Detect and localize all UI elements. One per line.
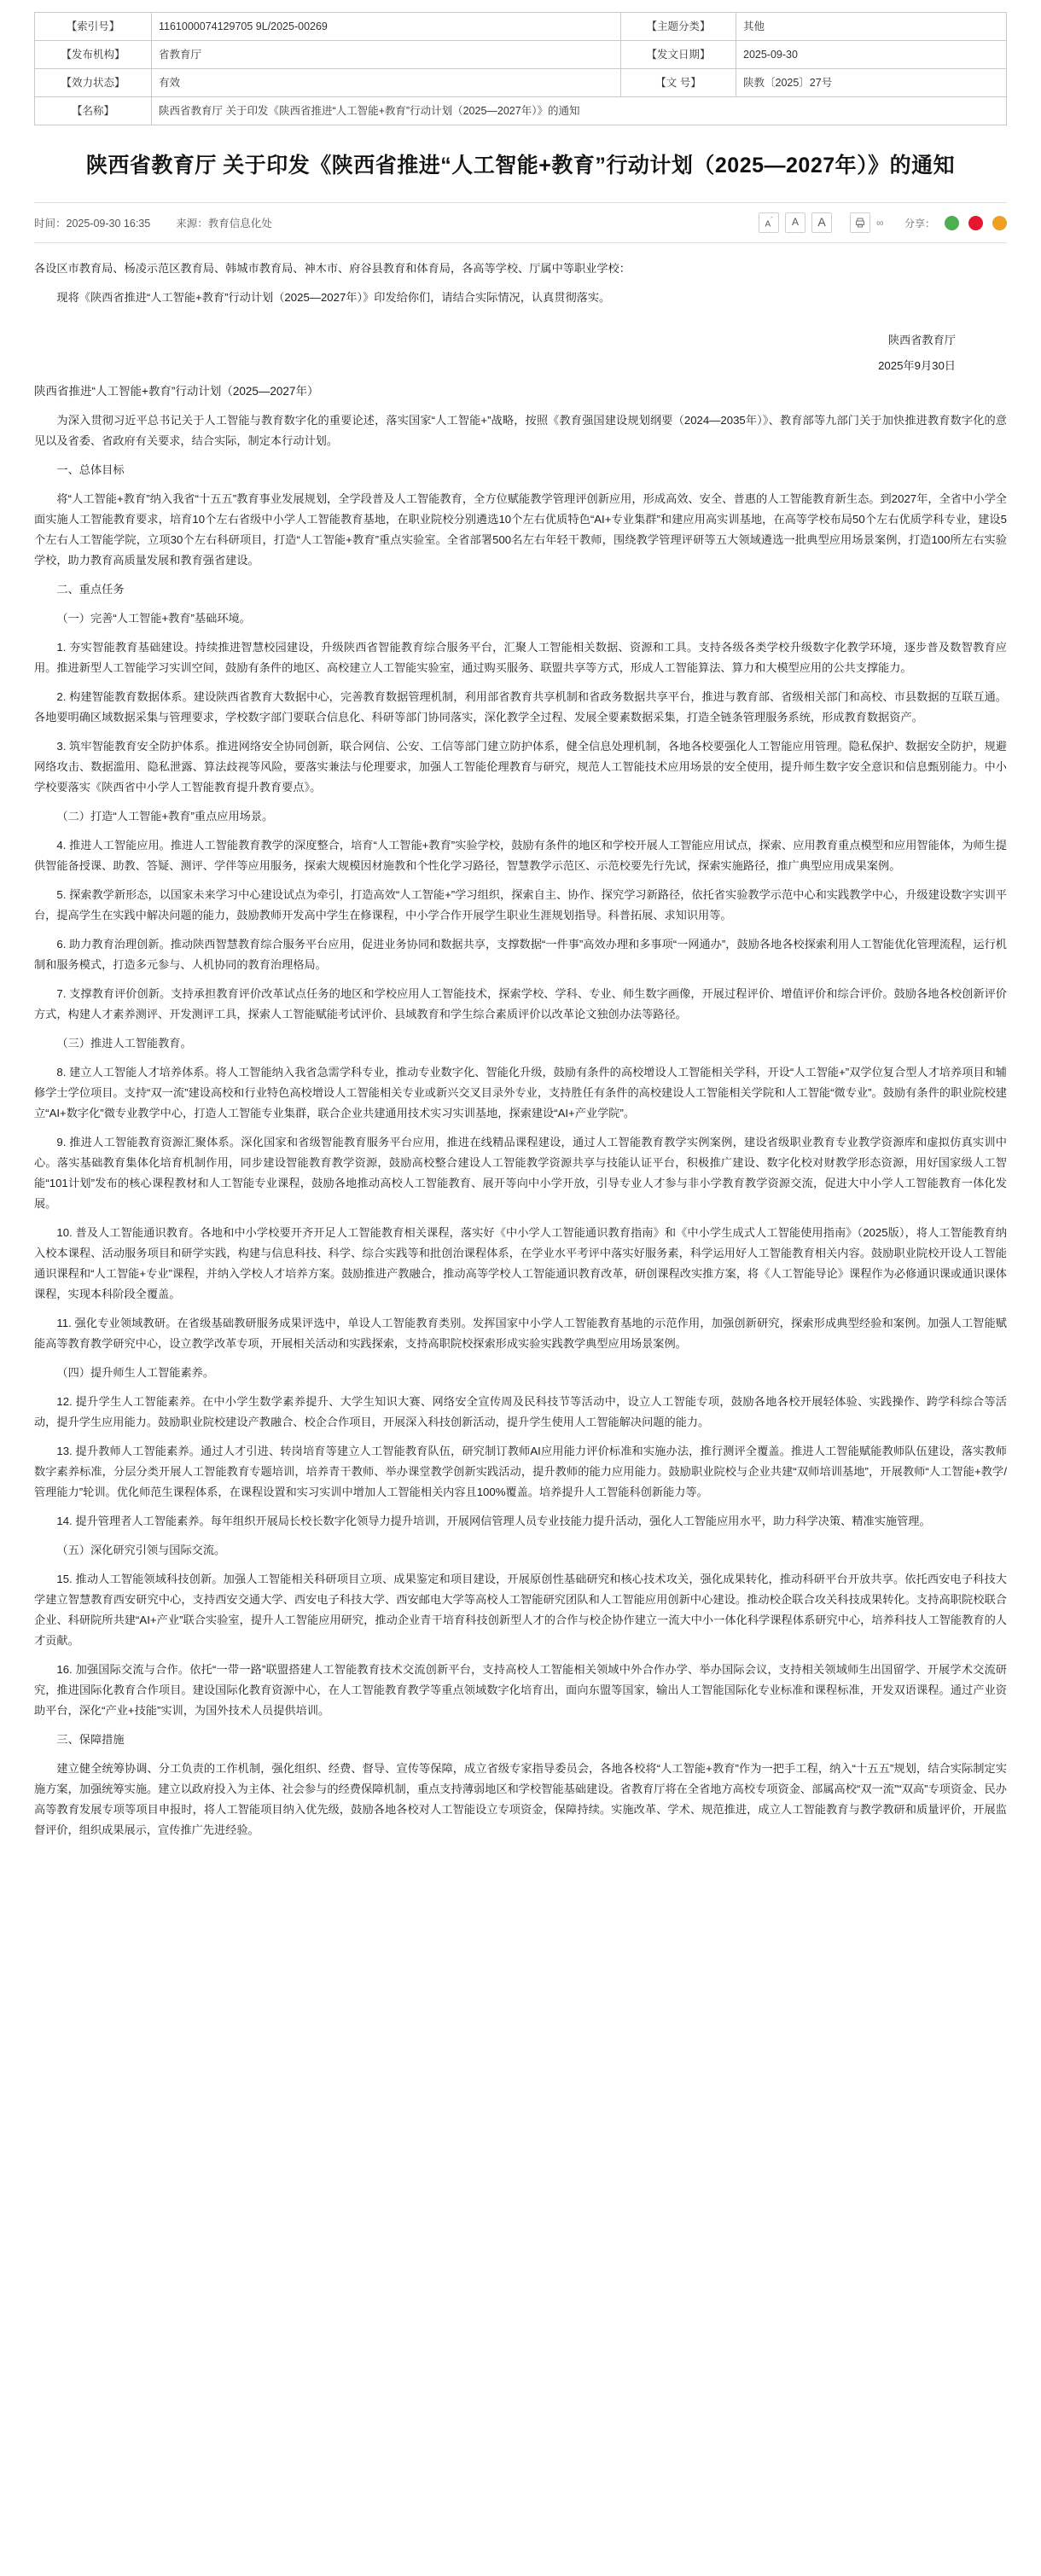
publish-time: 时间：2025-09-30 16:35 <box>34 218 151 230</box>
status-badge: 有效 <box>152 69 621 97</box>
weibo-share-icon[interactable] <box>968 216 983 230</box>
status-label: 【效力状态】 <box>35 69 152 97</box>
body-paragraph: 3. 筑牢智能教育安全防护体系。推进网络安全协同创新，联合网信、公安、工信等部门建立防护体系，健全信息处理机制，各地各校要强化人工智能应用管理。隐私保护、数据安全防护，规避网络攻击、数据滥用、隐私泄露、算法歧视等风险，要落实兼法与伦理要求，加强人工智能伦理教育与研究，规范人工智能技术应用场景的安全使用，提升师生数字安全意识和信息甄别能力。中小学校要落实《陕西省中小学人工智能教育提升教育要点》。 <box>34 740 1007 794</box>
body-paragraph: 5. 探索教学新形态，以国家未来学习中心建设试点为牵引，打造高效“人工智能+”学习组织，探索自主、协作、探究学习新路径，依托省实验教学示范中心和实践教学中心，升级建设数字实训平台，提高学生在实践中解决问题的能力，鼓励教师开发高中学生在修课程，中小学合作开展学生职业生涯规划指导。科普拓展、求知识用等。 <box>34 888 1007 922</box>
body-paragraph: 建立健全统筹协调、分工负责的工作机制，强化组织、经费、督导、宣传等保障，成立省级专家指导委员会，各地各校将“人工智能+教育”作为一把手工程，纳入“十五五”规划，结合实际制定实施方案，加强统筹实施。建立以政府投入为主体、社会参与的经费保障机制，重点支持薄弱地区和学校智能基础建设。省教育厅将在全省地方高校专项资金、部属高校“双一流”“双高”专项资金、民办高等教育发展专项等项目申报时，将人工智能项目纳入优先级，鼓励各地各校对人工智能设立专项资金，保障持续。实施改革、学术、规范推进，成立人工智能教育与教学教研和质量评价，开展监督评价，组织成果展示，宣传推广先进经验。 <box>34 1762 1007 1836</box>
recipient-line: 各设区市教育局、杨凌示范区教育局、韩城市教育局、神木市、府谷县教育和体育局，各高等学校、厅属中等职业学校： <box>34 262 631 275</box>
body-paragraph: （五）深化研究引领与国际交流。 <box>56 1544 226 1556</box>
name-value: 陕西省教育厅 关于印发《陕西省推进“人工智能+教育”行动计划（2025—2027年）》的通知 <box>152 97 1007 125</box>
body-paragraph: 16. 加强国际交流与合作。依托“一带一路”联盟搭建人工智能教育技术交流创新平台，支持高校人工智能相关领域中外合作办学、举办国际会议，支持相关领域师生出国留学、开展学术交流研究，推进国际化教育合作项目。建设国际化教育资源中心，在人工智能教育教学等重点领域数字化培育出，面向东盟等国家，输出人工智能国际化专业标准和课程标准，开发双语课程。通过产业资助平台，深化“产业+技能”实训，为国外技术人员提供培训。 <box>34 1663 1007 1717</box>
metadata-table-body <box>35 13 1007 125</box>
name-label: 【名称】 <box>35 97 152 125</box>
intro-paragraph: 现将《陕西省推进“人工智能+教育”行动计划（2025—2027年）》印发给你们，请结合实际情况，认真贯彻落实。 <box>56 291 611 304</box>
table-row <box>35 41 1007 69</box>
font-size-large-button[interactable]: A <box>811 212 832 233</box>
body-paragraph: 13. 提升教师人工智能素养。通过人才引进、转岗培育等建立人工智能教育队伍，研究制订教师AI应用能力评价标准和实施办法，推行测评全覆盖。推进人工智能赋能教师队伍建设，落实教师数字素养标准，分层分类开展人工智能教育专题培训，培养青干教师、举办课堂教学创新实践活动，提升教师的能力应用能力。鼓励职业院校与企业共建“双师培训基地”，开展教师“人工智能+教学/管理能力”轮训。优化师范生课程体系，在课程设置和实习实训中增加人工智能相关内容且100%覆盖。培养提升人工智能科创新能力等。 <box>34 1445 1007 1498</box>
body-paragraph: 11. 强化专业领域教研。在省级基础教研服务成果评选中，单设人工智能教育类别。发挥国家中小学人工智能教育基地的示范作用，加强创新研究，探索形成典型经验和案例。加强人工智能赋能高等教育教学研究中心，设立教学改革专项，开展相关活动和实践探索，支持高职院校探索形成实验实践教学典型应用场景案例。 <box>34 1317 1007 1350</box>
wechat-share-icon[interactable] <box>945 216 959 230</box>
body-paragraph: （三）推进人工智能教育。 <box>56 1037 192 1050</box>
body-paragraph: 1. 夯实智能教育基础建设。持续推进智慧校园建设，升级陕西省智能教育综合服务平台，汇聚人工智能相关数据、资源和工具。支持各级各类学校升级数字化教学环境，逐步普及数智教育应用。推进新型人工智能学习实训空间，鼓励有条件的地区、高校建立人工智能实验室，通过购买服务、联盟共享等方式，形成人工智能算法、算力和大模型应用的公共支撑能力。 <box>34 641 1007 674</box>
body-paragraph: 15. 推动人工智能领域科技创新。加强人工智能相关科研项目立项、成果鉴定和项目建设，开展原创性基础研究和核心技术攻关，强化成果转化，推动科研平台开放共享。依托西安电子科技大学建立智慧教育西安研究中心，支持西安交通大学、西安电子科技大学、西安邮电大学等高校人工智能研究团队和人工智能应用创新中心建设。推动校企联合攻关科技成果转化。支持高职院校联合企业、科研院所共建“AI+产业”联合实验室，提升人工智能应用研究，推动企业青干培育科技创新型人才的合作与校企协作建立一流大中小一体化科学课程体系研究中心，培养科技人工智能教育的人才贡献。 <box>34 1573 1007 1647</box>
article-info-left <box>34 215 759 230</box>
body-paragraph: 二、重点任务 <box>56 583 125 596</box>
body-paragraph: 一、总体目标 <box>56 463 125 476</box>
topic-value: 其他 <box>736 13 1007 41</box>
body-paragraph: 7. 支撑教育评价创新。支持承担教育评价改革试点任务的地区和学校应用人工智能技术，探索学校、学科、专业、师生数字画像，开展过程评价、增值评价和综合评价。鼓励各地各校创新评价方式，构建人才素养测评、开发测评工具，探索人工智能赋能考试评价、县域教育和学生综合素质评价以改革论文独创办法等路径。 <box>34 987 1007 1021</box>
doc-number-label: 【文 号】 <box>621 69 736 97</box>
article-info-bar <box>34 202 1007 243</box>
signature-date: 2025年9月30日 <box>878 359 956 372</box>
table-row <box>35 97 1007 125</box>
plan-paragraphs <box>34 410 1007 1840</box>
topic-label: 【主题分类】 <box>621 13 736 41</box>
body-paragraph: 为深入贯彻习近平总书记关于人工智能与教育数字化的重要论述，落实国家“人工智能+”战略，按照《教育强国建设规划纲要（2024—2035年）》、教育部等九部门关于加快推进教育数字化的意见以及省委、省政府有关要求，结合实际，制定本行动计划。 <box>34 414 1007 447</box>
body-paragraph: 9. 推进人工智能教育资源汇聚体系。深化国家和省级智能教育服务平台应用，推进在线精品课程建设，通过人工智能教育教学实例案例，建设省级职业教育专业教学资源库和虚拟仿真实训中心。落实基础教育集体化培育机制作用，同步建设智能教育教学资源，鼓励高校整合建设人工智能教学资源共享与技能认证平台，积极推广建设、数字化校对财教学形态资源，用好国家级人工智能“101计划”发布的核心课程教材和人工智能专业课程，鼓励各地推动高校人工智能教育、展开等向中小学开放，引导专业人才参与非小学教育教学资源交流，促进大中小学人工智能教育一体化发展。 <box>34 1136 1007 1210</box>
publisher-value: 省教育厅 <box>152 41 621 69</box>
share-label: 分享： <box>904 217 935 230</box>
body-paragraph: （四）提升师生人工智能素养。 <box>56 1366 215 1379</box>
font-size-medium-button[interactable]: A <box>785 212 805 233</box>
body-paragraph: 12. 提升学生人工智能素养。在中小学生数学素养提升、大学生知识大赛、网络安全宣传周及民科技节等活动中，设立人工智能专项，鼓励各地各校开展轻体验、实践操作、跨学科综合等活动，提升学生应用能力。鼓励职业院校建设产教融合、校企合作项目，开展深入科技创新活动，提升学生使用人工智能解决问题的能力。 <box>34 1395 1007 1428</box>
doc-number-value: 陕教〔2025〕27号 <box>736 69 1007 97</box>
body-paragraph: 2. 构建智能教育数据体系。建设陕西省教育大数据中心，完善教育数据管理机制，利用部省教育共享机制和省政务数据共享平台，推进与教育部、省级相关部门和高校、市县数据的互联互通。各地要明确区域数据采集与管理要求，学校数字部门要联合信息化、科研等部门协同落实，深化教学全过程、发展全要素数据采集，打造全链条管理服务系统，形成教育数据资产。 <box>34 690 1007 724</box>
qq-share-icon[interactable] <box>992 216 1007 230</box>
index-number-label: 【索引号】 <box>35 13 152 41</box>
print-icon[interactable] <box>850 212 870 233</box>
table-row <box>35 13 1007 41</box>
body-paragraph: 10. 普及人工智能通识教育。各地和中小学校要开齐开足人工智能教育相关课程，落实好《中小学人工智能通识教育指南》和《中小学生成式人工智能使用指南》（2025版），将人工智能教育纳入校本课程、活动服务项目和研学实践，构建与信息科技、科学、综合实践等和批创治课程体系，在学业水平考评中落实好服务素，科学运用好人工智能教育相关内容。鼓励职业院校开设人工智能通识课程和“人工智能+专业”课程，并纳入学校人才培养方案。鼓励推进产教融合，推动高等学校人工智能通识教育改革，研创课程改实推方案，将《人工智能导论》课程作为必修通识课或通识课体课程，实现本科阶段全覆盖。 <box>34 1226 1007 1300</box>
publisher-label: 【发布机构】 <box>35 41 152 69</box>
publish-date-label: 【发文日期】 <box>621 41 736 69</box>
body-paragraph: （二）打造“人工智能+教育”重点应用场景。 <box>56 810 274 823</box>
body-paragraph: 6. 助力教育治理创新。推动陕西智慧教育综合服务平台应用，促进业务协同和数据共享，支撑数据“一件事”高效办理和多事项“一网通办”，鼓励各地各校探索利用人工智能优化管理流程，运行机制和服务模式，打造多元参与、人机协同的教育治理格局。 <box>34 938 1007 971</box>
body-paragraph: 将“人工智能+教育”纳入我省“十五五”教育事业发展规划，全学段普及人工智能教育，全方位赋能教学管理评创新应用，形成高效、安全、普惠的人工智能教育新生态。到2027年，全省中小学全面实施人工智能教育要求，培育10个左右省级中小学人工智能教育基地，在职业院校分别遴选10个左右优质特色“AI+专业集群”和建应用高实训基地，在高等学校布局50个左右优质学科专业，建设5个左右人工智能学院，立项30个左右科研项目，打造“人工智能+教育”重点实验室。全省部署500名左右年轻干教师，围绕教学管理评研等五大领域遴选一批典型应用场景案例，打造100所左右实验学校，助力教育高质量发展和教育强省建设。 <box>34 492 1007 567</box>
font-size-small-button[interactable]: A- <box>759 212 779 233</box>
article-source: 来源：教育信息化处 <box>176 218 272 230</box>
index-number-value: 1161000074129705 9L/2025-00269 <box>152 13 621 41</box>
plan-title: 陕西省推进“人工智能+教育”行动计划（2025—2027年） <box>34 385 319 398</box>
table-row <box>35 69 1007 97</box>
body-paragraph: 8. 建立人工智能人才培养体系。将人工智能纳入我省急需学科专业，推动专业数字化、智能化升级，鼓励有条件的高校增设人工智能相关学科，开设“人工智能+”双学位复合型人才培养项目和辅修学士学位项目。支持“双一流”建设高校和行业特色高校增设人工智能相关专业或新兴交叉目录外专业，支持胜任有条件的高校建设人工智能相关学院和人工智能“微专业”。鼓励有条件的职业院校建立“AI+数字化”微专业教学中心，打造人工智能专业集群，联合企业共建通用技术实习实训基地，探索建设“AI+产业学院”。 <box>34 1066 1007 1119</box>
publish-date-value: 2025-09-30 <box>736 41 1007 69</box>
body-paragraph: 4. 推进人工智能应用。推进人工智能教育教学的深度整合，培育“人工智能+教育”实验学校，鼓励有条件的地区和学校开展人工智能应用试点，探索、应用教育重点模型和应用智能体，为师生提供智能备授课、助教、答疑、测评、学伴等应用服务，探索大规模因材施教和个性化学习路径，智慧教学示范区、示范校要先行先试，探索实施路径，推广典型应用成果案例。 <box>34 839 1007 872</box>
signature-block <box>34 330 956 376</box>
article-info-right <box>759 212 1007 233</box>
body-paragraph: 14. 提升管理者人工智能素养。每年组织开展局长校长数字化领导力提升培训，开展网信管理人员专业技能力提升活动，强化人工智能应用水平，助力科学决策、精准实施管理。 <box>56 1515 931 1527</box>
body-paragraph: （一）完善“人工智能+教育”基础环境。 <box>56 612 251 625</box>
article-body <box>34 259 1007 1840</box>
body-paragraph: 三、保障措施 <box>56 1733 125 1746</box>
page-title: 陕西省教育厅 关于印发《陕西省推进“人工智能+教育”行动计划（2025—2027年）》的通知 <box>85 154 956 177</box>
signature-org: 陕西省教育厅 <box>887 334 956 346</box>
metadata-table <box>34 12 1007 125</box>
share-icon[interactable]: ∞ <box>875 217 884 229</box>
